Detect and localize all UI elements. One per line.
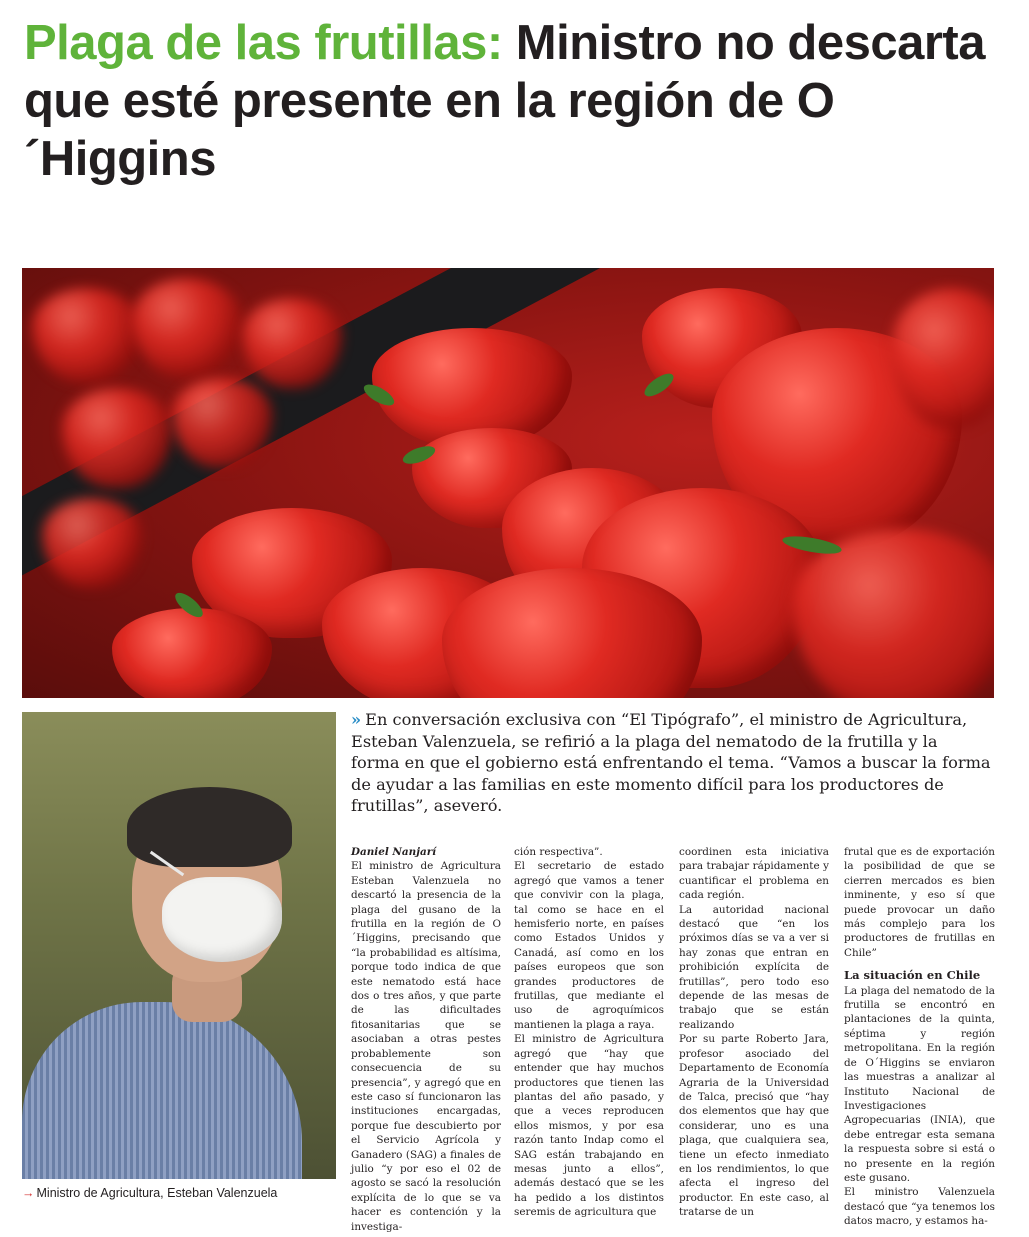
double-chevron-icon: » [351, 710, 362, 729]
body-column-4 [844, 845, 995, 1229]
byline: Daniel Nanjarí [351, 846, 437, 858]
paragraph: La plaga del nematodo de la frutilla se encontró en plantaciones de la quinta, séptima y región metropolitana. En la región de O´Higgins se enviaron las muestras a analizar al Instituto Nacional de Investigaciones Agropecuarias (INIA), que debe entregar esta semana la respuesta sobre si está o no presente en la región este gusano. [844, 984, 995, 1184]
arrow-right-icon: → [22, 1186, 35, 1200]
paragraph: El ministro de Agricultura Esteban Valenzuela no descartó la presencia de la plaga del gusano de la frutilla en la región de O´Higgins, precisando que “la probabilidad es altísima, porque todo indica de que este nematodo está hace dos o tres años, y que parte de las dificultades fitosanitarias que se asociaban a otras pestes probablemente son consecuencia de su presencia”, y agregó que en este caso sí funcionaron las instituciones encargadas, porque fue descubierto por el Servicio Agrícola y Ganadero (SAG) a finales de julio “y por eso el 02 de agosto se sacó la resolución explícita de lo que se va hacer es contención y la investiga- [351, 860, 501, 1233]
paragraph: ción respectiva”. [514, 846, 603, 858]
lead-text: En conversación exclusiva con “El Tipógrafo”, el ministro de Agricultura, Esteban Valenzuela, se refirió a la plaga del nematodo de la frutilla y la forma en que el gobierno está enfrentando el tema. “Vamos a buscar la forma de ayudar a las familias en este momento difícil para los productores de frutillas”, aseveró. [351, 710, 991, 815]
paragraph: El secretario de estado agregó que vamos a tener que convivir con la plaga, tal como se hace en el hemisferio norte, en países como Estados Unidos y Canadá, así como en los países europeos que son grandes productores de frutillas, que mediante el uso de agroquímicos mantienen la plaga a raya. [514, 860, 664, 1031]
strawberries-photo [22, 268, 994, 698]
body-column-1 [351, 845, 501, 1234]
headline-title: Ministro no descarta que esté presente en la región de O´Higgins [24, 16, 985, 186]
paragraph: coordinen esta iniciativa para trabajar rápidamente y cuantificar el problema en cada región. [679, 846, 829, 902]
body-column-2 [514, 845, 664, 1220]
paragraph: Por su parte Roberto Jara, profesor asociado del Departamento de Economía Agraria de la Universidad de Talca, precisó que “hay dos elementos que hay que considerar, uno es una plaga, que cualquiera sea, tiene un efecto inmediato en los rendimientos, lo que afecta el ingreso del productor. En este caso, al tratarse de un [679, 1033, 829, 1219]
section-subhead: La situación en Chile [844, 968, 981, 983]
body-column-3 [679, 845, 829, 1220]
photo-caption [22, 1186, 342, 1200]
face-mask [162, 877, 282, 962]
paragraph: El ministro Valenzuela destacó que “ya tenemos los datos macro, y estamos ha- [844, 1186, 995, 1228]
paragraph: frutal que es de exportación la posibilidad de que se cierren mercados es bien inminente, y eso sí que puede provocar un daño más complejo para los productores de frutillas en Chile” [844, 846, 995, 959]
minister-photo [22, 712, 336, 1179]
paragraph: La autoridad nacional destacó que “en los próximos días se va a ver si hay zonas que entran en prohibición explícita de frutillas”, pero todo eso depende de las mesas de trabajo que se están realizando [679, 903, 829, 1031]
headline-kicker: Plaga de las frutillas: [24, 16, 503, 70]
paragraph: El ministro de Agricultura agregó que “hay que entender que hay muchos productores que tienen las plantas del año pasado, y que a veces reproducen ellos mismos, y por esa razón tanto Indap como el SAG están trabajando en mesas junto a ellos”, además destacó que se les ha pedido a los distintos seremis de agricultura que [514, 1033, 664, 1219]
article-lead [351, 709, 991, 817]
photo-caption-text: Ministro de Agricultura, Esteban Valenzuela [36, 1186, 278, 1200]
article-headline [24, 14, 1014, 188]
